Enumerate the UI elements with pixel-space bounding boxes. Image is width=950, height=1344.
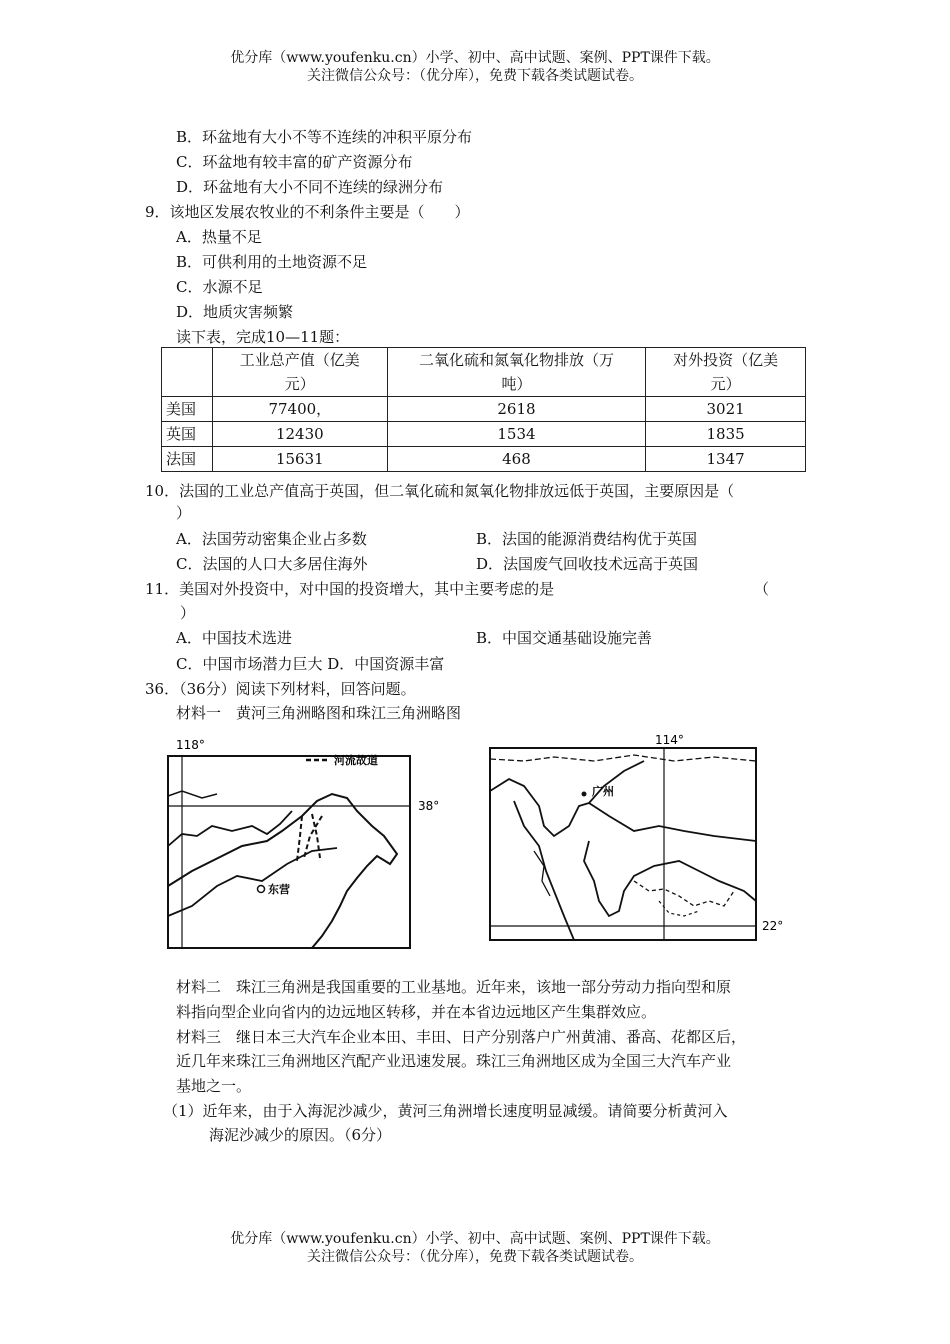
question-1-line-1: （1）近年来，由于入海泥沙减少，黄河三角洲增长速度明显减缓。请简要分析黄河入	[163, 1102, 728, 1120]
river-line	[168, 848, 337, 916]
q11-option-cd: C．中国市场潜力巨大 D．中国资源丰富	[176, 655, 445, 673]
q36-stem: 36．（36分）阅读下列材料，回答问题。	[145, 680, 416, 698]
table-corner-cell	[162, 348, 213, 397]
map-longitude-label: 114°	[655, 733, 684, 747]
table-cell: 3021	[646, 397, 806, 422]
old-river-course	[297, 816, 302, 861]
yellow-river-map-svg	[162, 736, 440, 954]
pearl-river-map-svg	[484, 731, 794, 946]
city-label: 东营	[268, 883, 290, 896]
river-line	[168, 791, 217, 798]
coastline	[168, 794, 397, 948]
table-cell: 12430	[212, 422, 387, 447]
pearl-river-delta-map	[484, 731, 794, 946]
q11-stem: 11．美国对外投资中，对中国的投资增大，其中主要考虑的是	[145, 580, 555, 598]
q9-option-a: A．热量不足	[176, 228, 262, 246]
table-cell: 2618	[387, 397, 646, 422]
q8-option-c: C．环盆地有较丰富的矿产资源分布	[176, 153, 413, 171]
q9-stem: 9．该地区发展农牧业的不利条件主要是（ ）	[145, 203, 470, 221]
table-cell: 468	[387, 447, 646, 472]
table-cell: 英国	[162, 422, 213, 447]
boundary-line	[490, 755, 756, 761]
map-frame	[168, 756, 410, 948]
header-line-1: 优分库（www.youfenku.cn）小学、初中、高中试题、案例、PPT课件下载。	[230, 50, 720, 66]
q10-option-d: D．法国废气回收技术远高于英国	[476, 555, 699, 573]
footer-line-1: 优分库（www.youfenku.cn）小学、初中、高中试题、案例、PPT课件下载。	[230, 1231, 720, 1247]
table-cell: 美国	[162, 397, 213, 422]
q11-paren-open: （	[754, 580, 770, 598]
q9-option-b: B．可供利用的土地资源不足	[176, 253, 368, 271]
map-frame	[490, 748, 756, 940]
q9-option-c: C．水源不足	[176, 278, 263, 296]
q10-option-b: B．法国的能源消费结构优于英国	[476, 530, 698, 548]
q11-option-a: A．中国技术选进	[176, 629, 292, 647]
table-row	[162, 397, 806, 422]
city-marker	[258, 886, 265, 893]
legend-label: 河流故道	[334, 754, 378, 767]
table-cell: 法国	[162, 447, 213, 472]
table-cell: 1347	[646, 447, 806, 472]
q8-option-d: D．环盆地有大小不同不连续的绿洲分布	[176, 178, 444, 196]
river-line	[168, 811, 292, 846]
table-cell: 15631	[212, 447, 387, 472]
table-cell: 1835	[646, 422, 806, 447]
table-row	[162, 422, 806, 447]
table-header-row	[162, 348, 806, 397]
q11-option-b: B．中国交通基础设施完善	[476, 629, 653, 647]
table-intro: 读下表，完成10—11题：	[176, 328, 350, 346]
island-outline	[634, 881, 734, 906]
q10-option-c: C．法国的人口大多居住海外	[176, 555, 368, 573]
river-line	[589, 803, 756, 841]
data-table	[161, 347, 806, 472]
yellow-river-delta-map	[162, 736, 440, 954]
river-line	[490, 779, 589, 836]
material-3-line-2: 近几年来珠江三角洲地区汽配产业迅速发展。珠江三角洲地区成为全国三大汽车产业	[176, 1052, 732, 1070]
q8-option-b: B．环盆地有大小不等不连续的冲积平原分布	[176, 128, 473, 146]
material-2-line-1: 材料二 珠江三角洲是我国重要的工业基地。近年来，该地一部分劳动力指向型和原	[176, 978, 732, 996]
material-2-line-2: 料指向型企业向省内的边远地区转移，并在本省边远地区产生集群效应。	[176, 1003, 657, 1021]
table-header-cell: 工业总产值（亿美 元）	[212, 348, 387, 397]
coastline	[584, 841, 756, 916]
material-1-title: 材料一 黄河三角洲略图和珠江三角洲略图	[176, 704, 462, 722]
question-1-line-2: 海泥沙减少的原因。（6分）	[209, 1126, 392, 1144]
q10-option-a: A．法国劳动密集企业占多数	[176, 530, 367, 548]
map-latitude-label: 38°	[418, 799, 440, 813]
city-marker	[582, 792, 587, 797]
q10-stem-end: ）	[176, 504, 192, 522]
city-label: 广州	[592, 785, 614, 798]
island-outline	[659, 901, 699, 916]
q10-stem: 10．法国的工业总产值高于英国，但二氧化硫和氮氧化物排放远低于英国，主要原因是（	[145, 482, 735, 500]
footer-line-2: 关注微信公众号：（优分库），免费下载各类试题试卷。	[307, 1249, 643, 1265]
table-row	[162, 447, 806, 472]
q9-option-d: D．地质灾害频繁	[176, 303, 294, 321]
table-cell: 77400，	[212, 397, 387, 422]
map-longitude-label: 118°	[176, 738, 205, 752]
material-3-line-3: 基地之一。	[176, 1077, 252, 1095]
q11-paren-close: ）	[180, 604, 196, 622]
table-header-cell: 对外投资（亿美 元）	[646, 348, 806, 397]
map-latitude-label: 22°	[762, 919, 784, 933]
header-line-2: 关注微信公众号：（优分库），免费下载各类试题试卷。	[307, 68, 643, 84]
table-cell: 1534	[387, 422, 646, 447]
table-header-cell: 二氧化硫和氮氧化物排放（万 吨）	[387, 348, 646, 397]
material-3-line-1: 材料三 继日本三大汽车企业本田、丰田、日产分别落户广州黄浦、番高、花都区后，	[176, 1028, 747, 1046]
